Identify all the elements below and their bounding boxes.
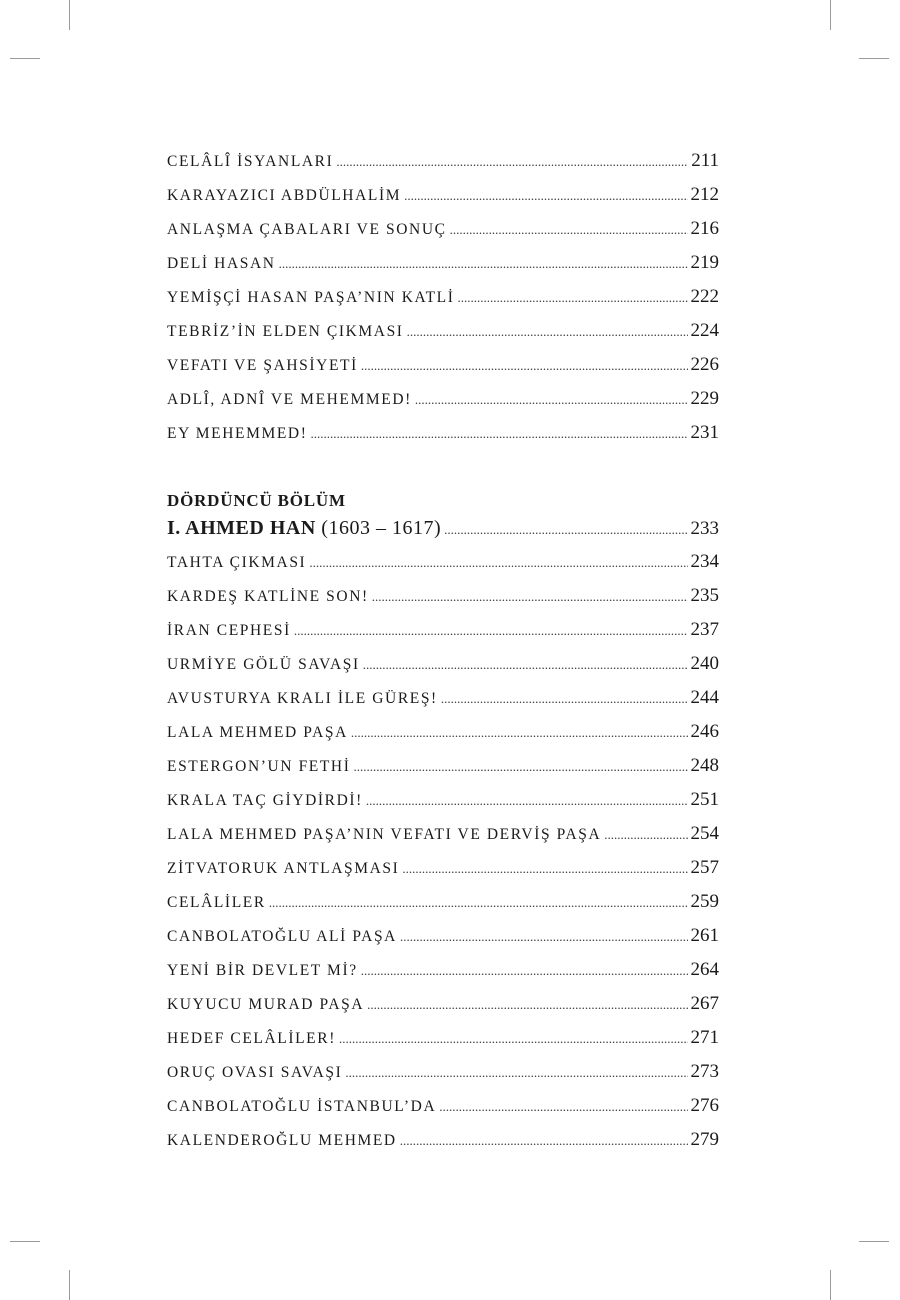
toc-entry-title: TEBRİZ’İN ELDEN ÇIKMASI [167,323,404,340]
toc-entry[interactable] [167,1021,719,1055]
toc-entry-title: YENİ BİR DEVLET Mİ? [167,962,358,979]
toc-entry[interactable] [167,885,719,919]
leader-dots [458,281,688,315]
toc-entry[interactable] [167,1123,719,1157]
leader-dots [450,213,688,247]
leader-dots [604,818,687,852]
leader-dots [402,852,687,886]
chapter-heading-name: I. AHMED HAN [167,517,316,539]
toc-entry-title: CELÂLİLER [167,894,266,911]
toc-entry-page: 261 [690,925,719,946]
toc-entry-title: YEMİŞÇİ HASAN PAŞA’NIN KATLİ [167,289,455,306]
toc-entry-title: ORUÇ OVASI SAVAŞI [167,1064,343,1081]
toc-entry[interactable] [167,1055,719,1089]
toc-entry[interactable] [167,987,719,1021]
toc-entry-page: 276 [690,1095,719,1116]
toc-entry-page: 233 [690,518,719,539]
toc-entry-title: TAHTA ÇIKMASI [167,554,307,571]
toc-chapter-heading-title [167,511,441,545]
toc-entry-page: 240 [690,653,719,674]
toc-entry-title: LALA MEHMED PAŞA [167,724,348,741]
toc-entry-title: İRAN CEPHESİ [167,622,291,639]
toc-entry-title: CANBOLATOĞLU ALİ PAŞA [167,928,397,945]
leader-dots [269,886,688,920]
toc-entry-page: 219 [690,252,719,273]
toc-entry-page: 264 [690,959,719,980]
leader-dots [372,580,688,614]
toc-entry-page: 226 [690,354,719,375]
toc-entry-title: HEDEF CELÂLİLER! [167,1030,336,1047]
toc-section-first [167,144,719,450]
toc-entry[interactable] [167,178,719,212]
crop-mark-bottom-left-vertical [69,1270,70,1300]
toc-entry-page: 246 [690,721,719,742]
toc-entry-title: ANLAŞMA ÇABALARI VE SONUÇ [167,221,447,238]
leader-dots [415,383,688,417]
crop-mark-bottom-right-vertical [830,1270,831,1300]
toc-entry-title: KALENDEROĞLU MEHMED [167,1132,397,1149]
toc-entry[interactable] [167,783,719,817]
toc-entry-title: KUYUCU MURAD PAŞA [167,996,365,1013]
toc-entry-title: LALA MEHMED PAŞA’NIN VEFATI VE DERVİŞ PAŞA [167,826,602,843]
leader-dots [441,682,688,716]
toc-entry-page: 271 [690,1027,719,1048]
leader-dots [279,247,688,281]
toc-entry-title: ADLÎ, ADNÎ VE MEHEMMED! [167,391,412,408]
toc-entry-title: DELİ HASAN [167,255,276,272]
leader-dots [367,988,687,1022]
toc-entry-page: 279 [690,1129,719,1150]
leader-dots [363,648,688,682]
crop-mark-bottom-left-horizontal [10,1241,40,1242]
leader-dots [439,1090,687,1124]
toc-entry-title: KARDEŞ KATLİNE SON! [167,588,369,605]
toc-entry-title: EY MEHEMMED! [167,425,308,442]
crop-mark-top-left-horizontal [10,58,40,59]
toc-entry-page: 267 [690,993,719,1014]
leader-dots [361,349,688,383]
leader-dots [444,513,687,547]
toc-entry-page: 237 [690,619,719,640]
leader-dots [336,145,688,179]
toc-entry[interactable] [167,246,719,280]
toc-entry-page: 216 [690,218,719,239]
toc-entry-page: 259 [690,891,719,912]
crop-mark-top-right-horizontal [859,58,889,59]
leader-dots [353,750,687,784]
toc-entry-page: 235 [690,585,719,606]
chapter-heading-years: (1603 – 1617) [321,517,442,539]
toc-entry[interactable] [167,613,719,647]
crop-mark-bottom-right-horizontal [859,1241,889,1242]
toc-entry[interactable] [167,545,719,579]
chapter-label: DÖRDÜNCÜ BÖLÜM [167,491,346,510]
toc-entry-title: AVUSTURYA KRALI İLE GÜREŞ! [167,690,438,707]
leader-dots [309,546,687,580]
toc-entry[interactable] [167,749,719,783]
toc-entry-page: 273 [690,1061,719,1082]
crop-mark-top-right-vertical [830,0,831,30]
toc-entry[interactable] [167,280,719,314]
toc-entry-page: 257 [690,857,719,878]
leader-dots [400,920,688,954]
leader-dots [351,716,688,750]
toc-entry-title: VEFATI VE ŞAHSİYETİ [167,357,358,374]
toc-entry[interactable] [167,1089,719,1123]
toc-entry-page: 224 [690,320,719,341]
leader-dots [345,1056,687,1090]
toc-entry-title: ZİTVATORUK ANTLAŞMASI [167,860,400,877]
toc-entry-title: CANBOLATOĞLU İSTANBUL’DA [167,1098,437,1115]
toc-entry-page: 222 [690,286,719,307]
leader-dots [339,1022,688,1056]
toc-entry[interactable] [167,416,719,450]
toc-entry[interactable] [167,144,719,178]
toc-entry[interactable] [167,681,719,715]
toc-entry-page: 211 [691,150,719,171]
crop-mark-top-left-vertical [69,0,70,30]
toc-entry[interactable] [167,348,719,382]
toc-entry-title: KARAYAZICI ABDÜLHALİM [167,187,402,204]
toc-entry-page: 254 [690,823,719,844]
toc-entry-title: KRALA TAÇ GİYDİRDİ! [167,792,363,809]
leader-dots [310,417,687,451]
leader-dots [404,179,687,213]
toc-entry-title: ESTERGON’UN FETHİ [167,758,351,775]
leader-dots [366,784,688,818]
leader-dots [400,1124,688,1158]
toc-entry-page: 234 [690,551,719,572]
leader-dots [407,315,688,349]
toc-entry[interactable] [167,647,719,681]
toc-entry-page: 231 [690,422,719,443]
leader-dots [294,614,688,648]
toc-entry-page: 251 [690,789,719,810]
toc-entry[interactable] [167,382,719,416]
toc-section-chapter [167,511,719,1157]
toc-entry-title: CELÂLÎ İSYANLARI [167,153,334,170]
toc-entry-page: 244 [690,687,719,708]
toc-entry[interactable] [167,851,719,885]
toc-entry[interactable] [167,579,719,613]
toc-entry[interactable] [167,314,719,348]
toc-entry-page: 212 [690,184,719,205]
toc-chapter-heading[interactable] [167,511,719,545]
toc-entry-title: URMİYE GÖLÜ SAVAŞI [167,656,360,673]
toc-entry-page: 248 [690,755,719,776]
toc-entry[interactable] [167,715,719,749]
toc-entry[interactable] [167,953,719,987]
leader-dots [361,954,688,988]
toc-entry-page: 229 [690,388,719,409]
toc-entry[interactable] [167,919,719,953]
toc-entry[interactable] [167,212,719,246]
toc-entry[interactable] [167,817,719,851]
